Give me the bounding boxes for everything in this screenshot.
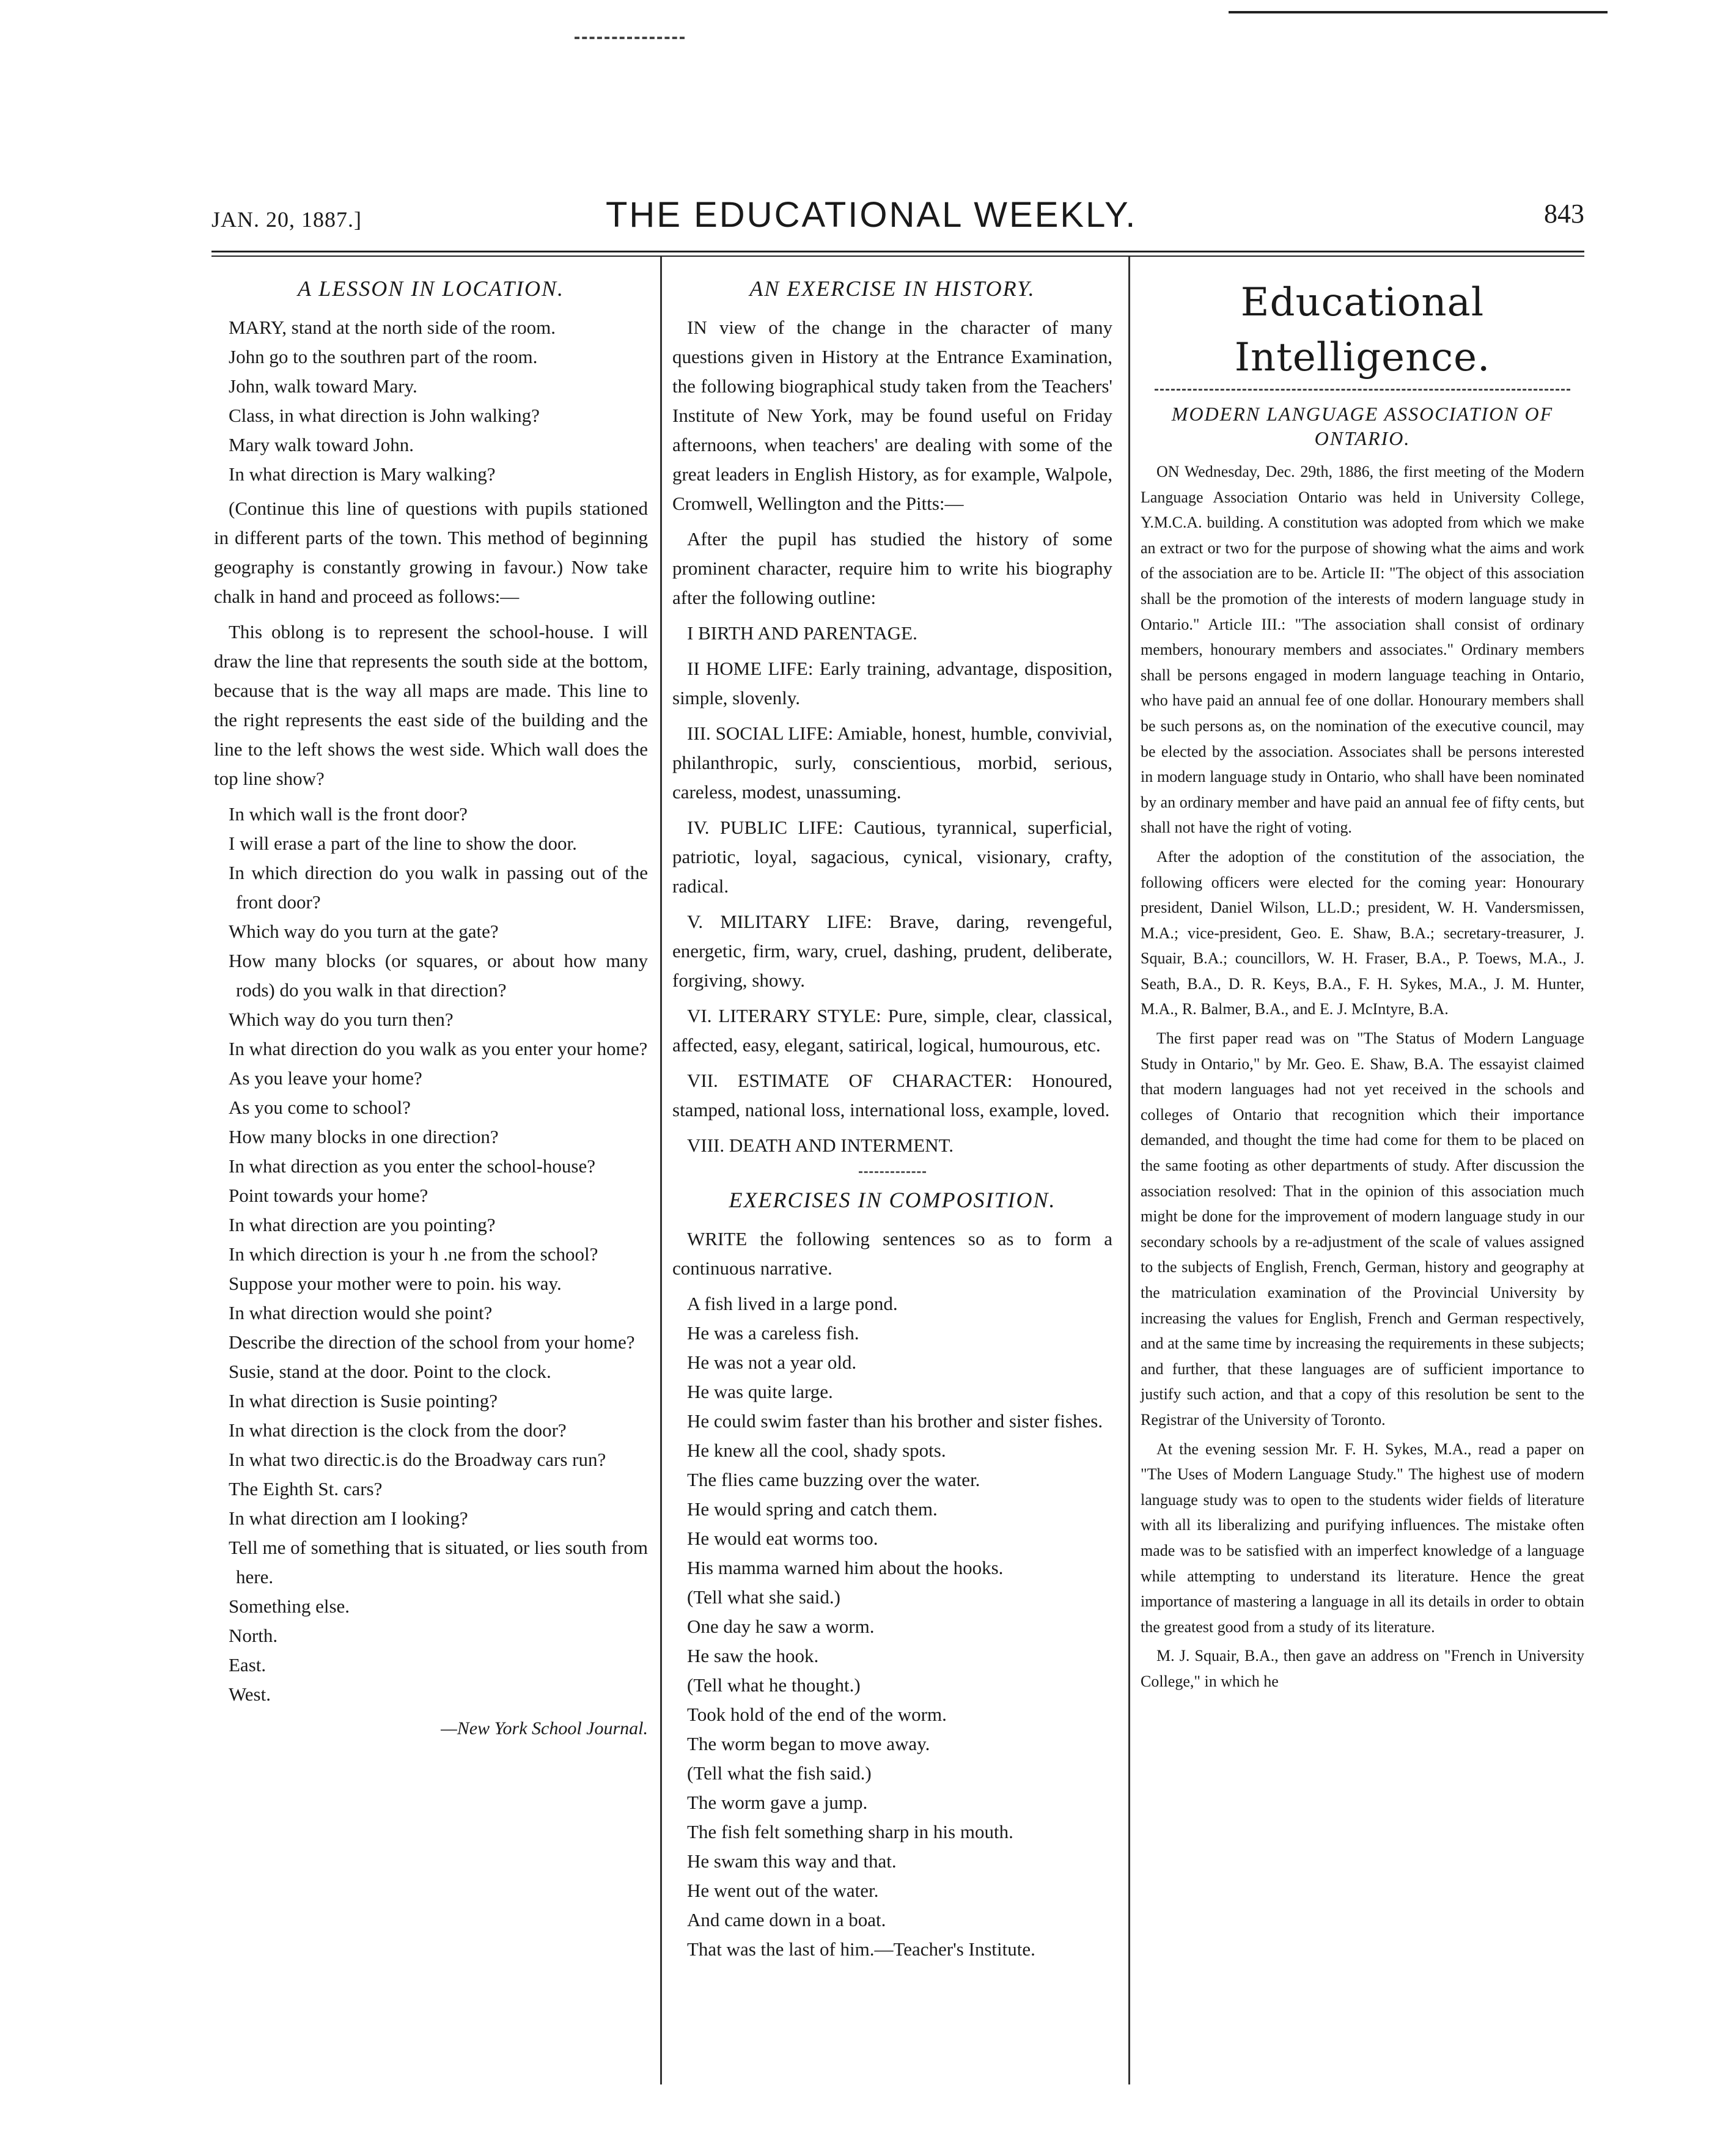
sentence: And came down in a boat. [687, 1909, 886, 1930]
text-line: John, walk toward Mary. [229, 375, 417, 397]
paragraph: WRITE the following sentences so as to form a continuous narrative. [672, 1228, 1112, 1279]
text-line: Something else. [229, 1595, 350, 1617]
text-line: Which way do you turn then? [229, 1009, 454, 1030]
sentence: He went out of the water. [687, 1880, 879, 1901]
column-lesson-in-location [214, 275, 648, 1743]
text-line: In which direction do you walk in passing out of the front door? [229, 862, 648, 913]
paragraph: M. J. Squair, B.A., then gave an address on "French in University College," in which he [1141, 1647, 1584, 1690]
outline-item: II HOME LIFE: Early training, advantage, disposition, simple, slovenly. [672, 658, 1112, 708]
text-line: How many blocks in one direction? [229, 1126, 499, 1147]
article-title: AN EXERCISE IN HISTORY. [749, 276, 1035, 301]
sentence: He was not a year old. [687, 1352, 857, 1373]
sentence: (Tell what she said.) [687, 1586, 840, 1608]
sentence: The fish felt something sharp in his mouth. [687, 1821, 1013, 1842]
paragraph: After the adoption of the constitution of the association, the following officers were elected for the coming year: Honourary president, Daniel Wilson, LL.D.; president, W. H. Vandersmissen, M.A.; vice-president, Geo. E. Shaw, B.A.; secretary-treasurer, J. Squair, B.A.; councillors, W. H. Fraser, B.A., P. Toews, M.A., J. Seath, B.A., D. R. Keys, B.A., F. H. Sykes, M.A., J. M. Hunter, M.A., R. Balmer, B.A., and E. J. McIntyre, B.A. [1141, 847, 1584, 1018]
paragraph: At the evening session Mr. F. H. Sykes, M.A., read a paper on "The Uses of Modern Language Study." The highest use of modern language study was to open to the students wider fields of literature with all its liberalizing and purifying influences. The mistake often made was to be satisfied with an imperfect knowledge of a language while attempting to understand its literature. Hence the great importance of mastering a language in all its details in order to obtain the greatest good from a study of its literature. [1141, 1440, 1584, 1636]
text-line: How many blocks (or squares, or about how many rods) do you walk in that direction? [229, 950, 648, 1001]
header-rule [211, 251, 1584, 252]
sentence: Took hold of the end of the worm. [687, 1704, 947, 1725]
paragraph: IN view of the change in the character of many questions given in History at the Entrance Examination, the following biographical study taken from the Teachers' Institute of New York, may be found useful on Friday afternoons, when teachers' are dealing with some of the great leaders in English History, as for example, Walpole, Cromwell, Wellington and the Pitts:— [672, 317, 1112, 514]
text-line: Tell me of something that is situated, or lies south from here. [229, 1537, 648, 1588]
sentence: The worm gave a jump. [687, 1792, 868, 1813]
sentence: He saw the hook. [687, 1645, 819, 1666]
section-title: Educational Intelligence. [1234, 280, 1491, 380]
column-history-composition [672, 275, 1112, 1964]
column-educational-intelligence [1141, 275, 1584, 1698]
sentence: He would spring and catch them. [687, 1498, 938, 1520]
paragraph: After the pupil has studied the history of some prominent character, require him to write his biography after the following outline: [672, 528, 1112, 608]
publication-title: THE EDUCATIONAL WEEKLY. [606, 195, 1137, 235]
text-line: As you leave your home? [229, 1067, 422, 1089]
sentence: He swam this way and that. [687, 1850, 897, 1872]
text-line: In what direction as you enter the school-house? [229, 1155, 596, 1177]
sentence: The worm began to move away. [687, 1733, 930, 1754]
header-rule-thin [211, 256, 1584, 257]
sentence: One day he saw a worm. [687, 1616, 875, 1637]
sentence: The flies came buzzing over the water. [687, 1469, 980, 1490]
text-line: East. [229, 1654, 266, 1676]
outline-item: IV. PUBLIC LIFE: Cautious, tyrannical, superficial, patriotic, loyal, sagacious, cynical, visionary, crafty, radical. [672, 817, 1112, 897]
issue-date: JAN. 20, 1887.] [211, 207, 362, 232]
text-line: Describe the direction of the school from your home? [229, 1331, 635, 1353]
outline-item: I BIRTH AND PARENTAGE. [687, 622, 917, 644]
outline-item: VII. ESTIMATE OF CHARACTER: Honoured, stamped, national loss, international loss, example, loved. [672, 1070, 1112, 1120]
text-line: In what direction is Mary walking? [229, 463, 496, 485]
sentence: (Tell what he thought.) [687, 1674, 861, 1696]
sentence: He would eat worms too. [687, 1528, 878, 1549]
sentence: He could swim faster than his brother and sister fishes. [687, 1410, 1103, 1432]
sentence: His mamma warned him about the hooks. [687, 1557, 1004, 1578]
sentence: He was quite large. [687, 1381, 833, 1402]
section-divider [859, 1171, 926, 1173]
sentence: He was a careless fish. [687, 1322, 859, 1344]
text-line: The Eighth St. cars? [229, 1478, 383, 1499]
sentence: He knew all the cool, shady spots. [687, 1440, 946, 1461]
article-title: EXERCISES IN COMPOSITION. [729, 1188, 1056, 1212]
text-line: Susie, stand at the door. Point to the clock. [229, 1361, 551, 1382]
page-number: 843 [1544, 199, 1584, 229]
sentence: A fish lived in a large pond. [687, 1293, 898, 1314]
text-line: In what two directic.is do the Broadway cars run? [229, 1449, 606, 1470]
outline-item: III. SOCIAL LIFE: Amiable, honest, humble, convivial, philanthropic, surly, conscientious, morbid, serious, careless, modest, unassuming. [672, 723, 1112, 803]
text-line: Mary walk toward John. [229, 434, 414, 455]
text-line: MARY, stand at the north side of the room. [229, 317, 556, 338]
paragraph: This oblong is to represent the school-house. I will draw the line that represents the south side at the bottom, because that is the way all maps are made. This line to the right represents the east side of the building and the line to the left shows the west side. Which wall does the top line show? [214, 621, 648, 789]
paragraph: ON Wednesday, Dec. 29th, 1886, the first meeting of the Modern Language Association Ontario was held in University College, Y.M.C.A. building. A constitution was adopted from which we make an extract or two for the purpose of showing what the aims and work of the association are to be. Article II: "The object of this association shall be the promotion of the interests of modern language study in Ontario." Article III.: "The association shall consist of ordinary members, honourary members and associates." Ordinary members shall be persons engaged in modern language teaching in Ontario, who have paid an annual fee of one dollar. Honourary members shall be such persons as, on the nomination of the executive council, may be elected by the association. Associates shall be persons interested in modern language study in Ontario, who shall have been nominated by an ordinary member and have paid an annual fee of fifty cents, but shall not have the right of voting. [1141, 463, 1584, 837]
section-divider [1155, 389, 1570, 391]
outline-item: VIII. DEATH AND INTERMENT. [687, 1135, 954, 1156]
text-line: Class, in what direction is John walking? [229, 405, 540, 426]
text-line: Point towards your home? [229, 1185, 428, 1206]
article-title: A LESSON IN LOCATION. [297, 276, 565, 301]
top-rule [1229, 11, 1608, 13]
text-line: In what direction would she point? [229, 1302, 493, 1323]
text-line: In which wall is the front door? [229, 803, 468, 825]
text-line: In what direction is Susie pointing? [229, 1390, 498, 1411]
text-line: In what direction am I looking? [229, 1507, 468, 1529]
sentence: (Tell what the fish said.) [687, 1762, 872, 1784]
text-line: As you come to school? [229, 1097, 411, 1118]
outline-item: V. MILITARY LIFE: Brave, daring, revengeful, energetic, firm, wary, cruel, dashing, prudent, deliberate, forgiving, showy. [672, 911, 1112, 991]
paragraph: (Continue this line of questions with pupils stationed in different parts of the town. This method of beginning geography is constantly growing in favour.) Now take chalk in hand and proceed as follows:— [214, 498, 648, 607]
text-line: North. [229, 1625, 278, 1646]
text-line: In what direction are you pointing? [229, 1214, 496, 1235]
text-line: West. [229, 1683, 271, 1705]
top-dash [575, 37, 685, 39]
paragraph: The first paper read was on "The Status of Modern Language Study in Ontario," by Mr. Geo. E. Shaw, B.A. The essayist claimed that modern languages had not yet received in the schools and colleges of Ontario that recognition which their importance demanded, and thought the time had come for them to be placed on the same footing as other departments of study. After discussion the association resolved: That in the opinion of this association much might be done for the improvement of modern language study in our secondary schools by a re-adjustment of the scale of values assigned to the subjects of English, French, German, history and geography at the matriculation examination of the Provincial University by increasing the values for English, French and German respectively, and at the same time by increasing the requirements in these subjects; and further, that these languages are of sufficient importance to justify such action, and that a copy of this resolution be sent to the Registrar of the University of Toronto. [1141, 1029, 1584, 1429]
column-divider [1128, 257, 1130, 2084]
text-line: In which direction is your h .ne from the school? [229, 1243, 598, 1265]
article-title: MODERN LANGUAGE ASSOCIATION OF ONTARIO. [1171, 403, 1554, 449]
text-line: In what direction do you walk as you enter your home? [229, 1038, 648, 1059]
sentence: That was the last of him.—Teacher's Institute. [687, 1938, 1035, 1960]
page-header [211, 194, 1584, 243]
text-line: Which way do you turn at the gate? [229, 921, 499, 942]
text-line: I will erase a part of the line to show the door. [229, 833, 577, 854]
outline-item: VI. LITERARY STYLE: Pure, simple, clear, classical, affected, easy, elegant, satirical, logical, humourous, etc. [672, 1005, 1112, 1056]
text-line: Suppose your mother were to poin. his way. [229, 1273, 562, 1294]
text-line: In what direction is the clock from the door? [229, 1419, 567, 1441]
attribution: —New York School Journal. [441, 1718, 648, 1738]
text-line: John go to the southren part of the room. [229, 346, 538, 367]
column-divider [660, 257, 662, 2084]
